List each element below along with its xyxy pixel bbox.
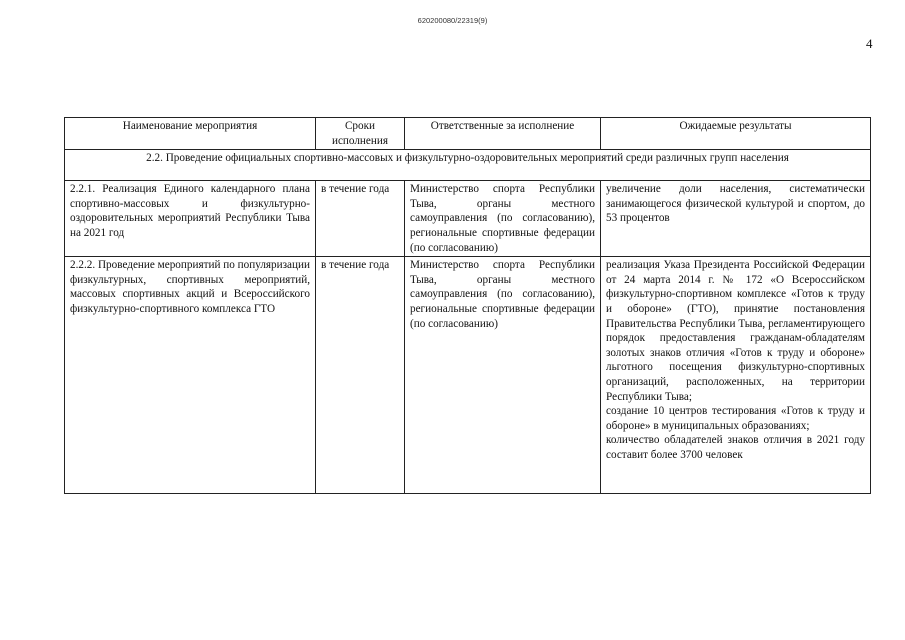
header-responsible: Ответственные за исполнение bbox=[405, 118, 601, 150]
responsible-cell: Министерство спорта Республики Тыва, органы местного самоуправления (по согласованию), региональные спортивные федерации (по согласованию) bbox=[405, 181, 601, 257]
document-id: 620200080/22319(9) bbox=[417, 16, 488, 25]
event-name-cell: 2.2.2. Проведение мероприятий по популяризации физкультурных, спортивных мероприятий, массовых спортивных акций и Всероссийского физкультурно-спортивного комплекса ГТО bbox=[65, 257, 316, 494]
event-name-cell: 2.2.1. Реализация Единого календарного плана спортивно-массовых и физкультурно-оздоровительных мероприятий Республики Тыва на 2021 год bbox=[65, 181, 316, 257]
header-event-name: Наименование мероприятия bbox=[65, 118, 316, 150]
page-number: 4 bbox=[866, 36, 873, 51]
table-row bbox=[65, 181, 871, 257]
result-item: реализация Указа Президента Российской Федерации от 24 марта 2014 г. № 172 «О Всероссийском физкультурно-спортивном комплексе «Готов к труду и обороне» (ГТО), принятие постановления Правительства Республики Тыва, регламентирующего порядок предоставления гражданам-обладателям золотых знаков отличия «Готов к труду и обороне» льготного посещения физкультурно-спортивных организаций, расположенных, на территории Республики Тыва; bbox=[606, 259, 865, 403]
deadline-cell: в течение года bbox=[316, 181, 405, 257]
events-table bbox=[64, 117, 871, 494]
section-row bbox=[65, 150, 871, 181]
deadline-cell: в течение года bbox=[316, 257, 405, 494]
responsible-cell: Министерство спорта Республики Тыва, органы местного самоуправления (по согласованию), региональные спортивные федерации (по согласованию) bbox=[405, 257, 601, 494]
results-cell bbox=[601, 181, 871, 257]
header-expected-results: Ожидаемые результаты bbox=[601, 118, 871, 150]
header-deadline: Сроки исполнения bbox=[316, 118, 405, 150]
result-item: количество обладателей знаков отличия в 2021 году составит более 3700 человек bbox=[606, 434, 865, 461]
table-row bbox=[65, 257, 871, 494]
results-cell bbox=[601, 257, 871, 494]
result-item: создание 10 центров тестирования «Готов к труду и обороне» в муниципальных образованиях; bbox=[606, 405, 865, 432]
result-item: увеличение доли населения, систематически занимающегося физической культурой и спортом, до 53 процентов bbox=[606, 183, 865, 225]
section-title: 2.2. Проведение официальных спортивно-массовых и физкультурно-оздоровительных мероприятий среди различных групп населения bbox=[65, 150, 871, 181]
table-header-row bbox=[65, 118, 871, 150]
